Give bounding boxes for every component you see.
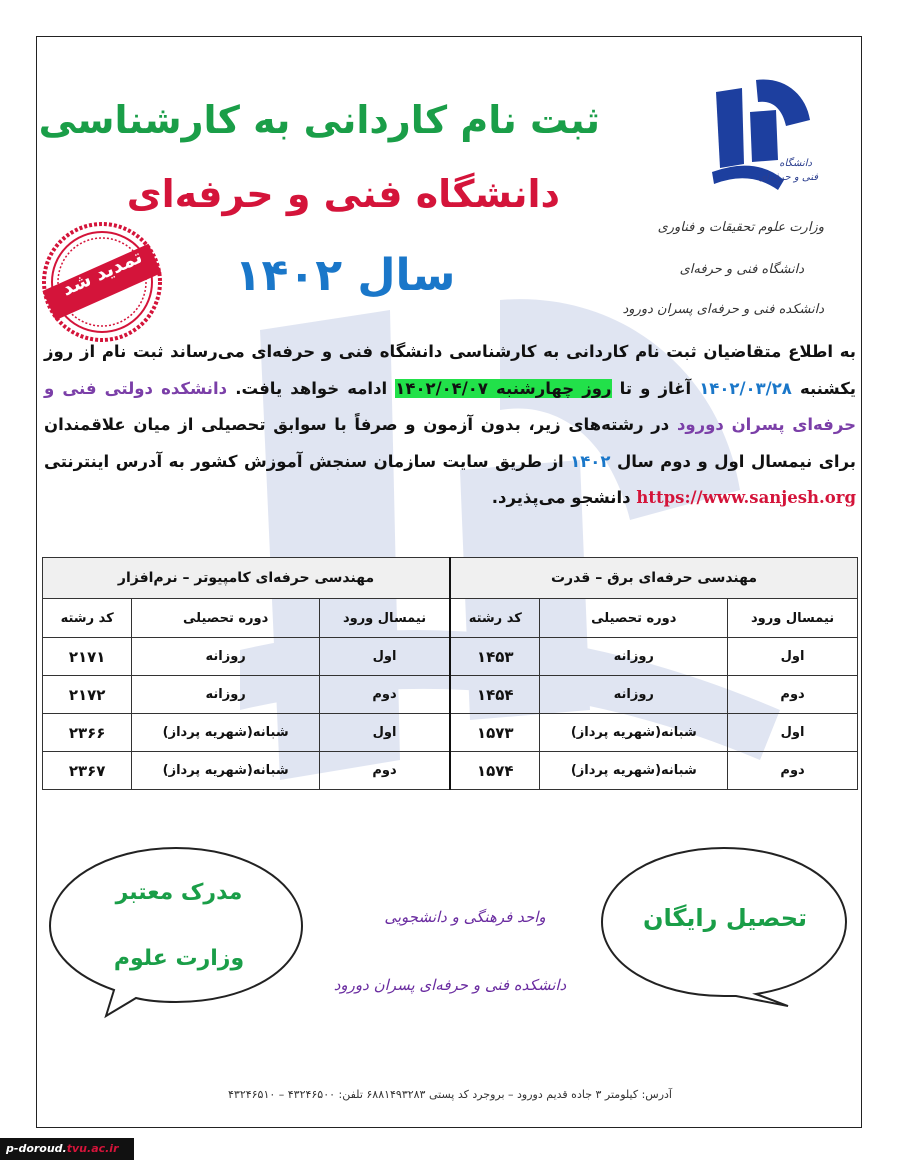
intro-text-4: در رشته‌های زیر، بدون آزمون و صرفاً با سوابق تحصیلی از میان علاقمندان برای نیمسال اول و دوم سال <box>44 415 856 471</box>
cell-code: ۲۳۶۶ <box>43 714 132 752</box>
cell-code: ۱۴۵۳ <box>450 638 540 676</box>
group-electrical: مهندسی حرفه‌ای برق – قدرت <box>450 558 857 599</box>
footer-prefix: p-doroud. <box>6 1142 67 1155</box>
cell-period: روزانه <box>540 638 728 676</box>
cell-code: ۲۳۶۷ <box>43 752 132 790</box>
university-name: دانشگاه فنی و حرفه‌ای <box>679 262 804 277</box>
address-line: آدرس: کیلومتر ۳ جاده قدیم دورود – بروجرد کد پستی ۶۸۸۱۴۹۳۲۸۳ تلفن: ۴۳۲۴۶۵۰۰ – ۴۳۲۴۶۵۱۰ <box>228 1088 672 1101</box>
table-group-header <box>43 558 858 599</box>
cell-semester: دوم <box>319 676 450 714</box>
table-column-header <box>43 599 858 638</box>
stamp-label: تمدید شد <box>58 245 146 301</box>
ministry-name: وزارت علوم تحقیقات و فناوری <box>657 220 824 235</box>
table-row <box>43 638 858 676</box>
cell-semester: اول <box>728 638 858 676</box>
cell-period: شبانه(شهریه پرداز) <box>132 752 320 790</box>
cell-semester: دوم <box>728 676 858 714</box>
cell-semester: اول <box>319 714 450 752</box>
college-highlight: دانشکده دولتی فنی و حرفه‌ای پسران دورود <box>44 378 856 434</box>
cell-semester: دوم <box>728 752 858 790</box>
cell-code: ۱۴۵۴ <box>450 676 540 714</box>
title-line-1: ثبت نام کاردانی به کارشناسی <box>38 98 600 142</box>
cell-period: شبانه(شهریه پرداز) <box>540 714 728 752</box>
cell-period: روزانه <box>540 676 728 714</box>
admission-year: ۱۴۰۲ <box>570 451 611 471</box>
cell-period: روزانه <box>132 638 320 676</box>
table-row <box>43 714 858 752</box>
cell-semester: اول <box>728 714 858 752</box>
site-footer-tag[interactable] <box>0 1138 134 1160</box>
title-line-2: دانشگاه فنی و حرفه‌ای <box>126 172 560 216</box>
logo-caption-2: فنی و حرفه‌ای <box>758 172 818 183</box>
start-date: ۱۴۰۲/۰۳/۲۸ <box>699 378 792 398</box>
logo-caption-1: دانشگاه <box>779 158 812 169</box>
cell-code: ۲۱۷۲ <box>43 676 132 714</box>
cell-semester: دوم <box>319 752 450 790</box>
cell-period: شبانه(شهریه پرداز) <box>132 714 320 752</box>
col-period: دوره تحصیلی <box>540 599 728 638</box>
end-date-highlight: روز چهارشنبه ۱۴۰۲/۰۴/۰۷ <box>395 378 612 398</box>
bubble-valid-degree: مدرک معتبر <box>115 880 243 905</box>
cell-code: ۲۱۷۱ <box>43 638 132 676</box>
announcement-text <box>44 334 856 517</box>
college-name: دانشکده فنی و حرفه‌ای پسران دورود <box>622 302 824 317</box>
title-year: سال ۱۴۰۲ <box>234 250 456 301</box>
intro-text-2: آغاز و تا <box>611 378 700 398</box>
office-line-2: دانشکده فنی و حرفه‌ای پسران دورود <box>333 976 567 994</box>
group-computer: مهندسی حرفه‌ای کامپیوتر – نرم‌افزار <box>43 558 451 599</box>
col-semester: نیمسال ورود <box>319 599 450 638</box>
office-line-1: واحد فرهنگی و دانشجویی <box>384 908 546 926</box>
cell-period: روزانه <box>132 676 320 714</box>
col-code: کد رشته <box>43 599 132 638</box>
left-speech-bubble-icon <box>44 842 308 1020</box>
cell-semester: اول <box>319 638 450 676</box>
intro-text-5: از طریق سایت سازمان سنجش آموزش کشور به آدرس اینترنتی <box>44 451 571 471</box>
bubble-ministry: وزارت علوم <box>113 946 245 971</box>
table-row <box>43 676 858 714</box>
bubble-free-education: تحصیل رایگان <box>642 904 808 932</box>
cell-code: ۱۵۷۴ <box>450 752 540 790</box>
sanjesh-link[interactable]: https://www.sanjesh.org <box>636 488 856 507</box>
intro-text-6: دانشجو می‌پذیرد. <box>491 488 637 507</box>
cell-code: ۱۵۷۳ <box>450 714 540 752</box>
cell-period: شبانه(شهریه پرداز) <box>540 752 728 790</box>
table-row <box>43 752 858 790</box>
intro-text-3: ادامه خواهد یافت. <box>227 378 396 398</box>
col-period: دوره تحصیلی <box>132 599 320 638</box>
col-semester: نیمسال ورود <box>728 599 858 638</box>
intro-text-1: به اطلاع متقاضیان ثبت نام کاردانی به کارشناسی دانشگاه فنی و حرفه‌ای می‌رساند ثبت نام از روز یکشنبه <box>44 342 856 398</box>
col-code: کد رشته <box>450 599 540 638</box>
majors-table <box>42 557 858 790</box>
footer-domain: tvu.ac.ir <box>66 1142 119 1155</box>
